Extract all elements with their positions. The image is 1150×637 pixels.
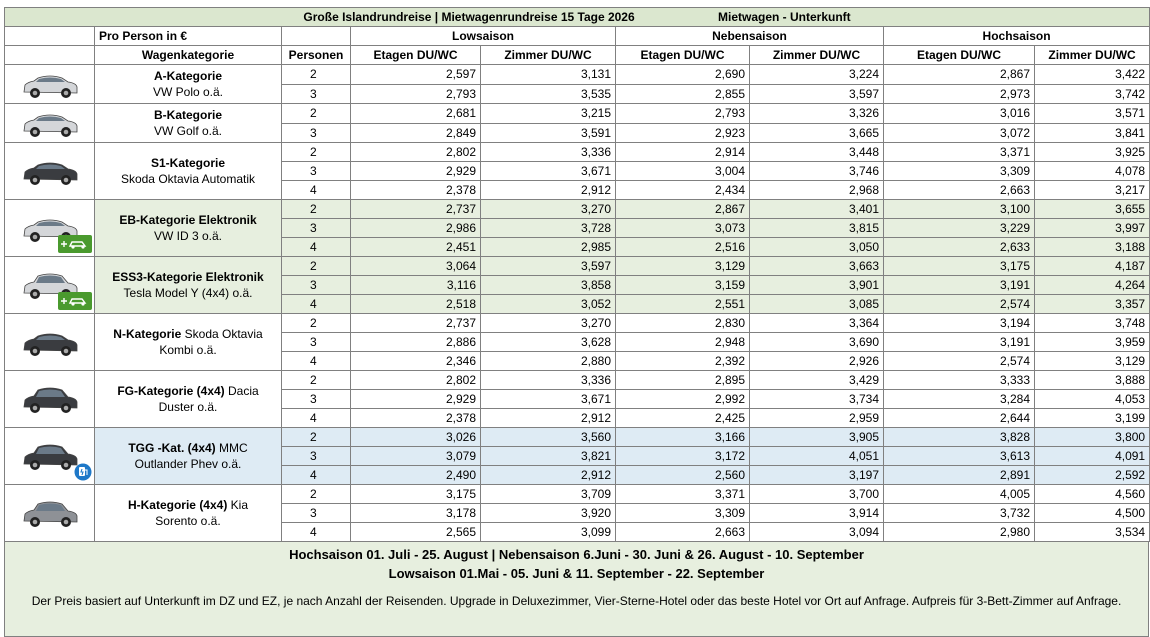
price-cell: 3,925: [1035, 143, 1150, 162]
price-cell: 2,378: [351, 181, 481, 200]
category-title: S1-Kategorie: [150, 156, 226, 170]
category-cell: [95, 485, 282, 542]
price-cell: 4,264: [1035, 276, 1150, 295]
category-model: Skoda Oktavia Automatik: [120, 172, 256, 186]
price-cell: 2,681: [351, 104, 481, 124]
price-cell: 2,425: [616, 409, 750, 428]
electric-car-badge-icon: [58, 235, 92, 253]
price-cell: 3,422: [1035, 65, 1150, 85]
price-cell: 4,091: [1035, 447, 1150, 466]
car-image-cell: [5, 104, 95, 143]
persons-cell: 4: [282, 523, 351, 542]
price-cell: 3,099: [481, 523, 616, 542]
category-cell: [95, 65, 282, 104]
plugin-hybrid-suv-icon: [18, 437, 82, 475]
price-cell: 4,560: [1035, 485, 1150, 504]
price-cell: 3,371: [616, 485, 750, 504]
price-cell: 3,959: [1035, 333, 1150, 352]
season-dates-line-2: Lowsaison 01.Mai - 05. Juni & 11. September - 22. September: [388, 566, 765, 581]
category-title: A-Kategorie: [153, 69, 222, 83]
persons-cell: 4: [282, 466, 351, 485]
price-cell: 2,551: [616, 295, 750, 314]
category-title: N-Kategorie: [113, 327, 182, 341]
price-cell: 3,997: [1035, 219, 1150, 238]
persons-cell: 3: [282, 390, 351, 409]
price-cell: 2,886: [351, 333, 481, 352]
category-model-inline: MMC: [215, 441, 248, 455]
price-cell: 3,100: [884, 200, 1035, 219]
room-type-low-zimmer: Zimmer DU/WC: [481, 46, 616, 65]
price-cell: 4,078: [1035, 162, 1150, 181]
price-cell: 3,401: [750, 200, 884, 219]
price-cell: 3,671: [481, 390, 616, 409]
category-title: H-Kategorie (4x4): [127, 498, 228, 512]
price-cell: 2,855: [616, 84, 750, 104]
price-cell: 2,690: [616, 65, 750, 85]
price-cell: 3,671: [481, 162, 616, 181]
price-cell: 3,129: [616, 257, 750, 276]
price-cell: 2,895: [616, 371, 750, 390]
sedan-icon: [18, 152, 82, 190]
price-cell: 2,849: [351, 123, 481, 143]
room-type-low-etagen: Etagen DU/WC: [351, 46, 481, 65]
room-type-mid-etagen: Etagen DU/WC: [616, 46, 750, 65]
price-cell: 3,858: [481, 276, 616, 295]
price-cell: 3,821: [481, 447, 616, 466]
price-cell: 2,633: [884, 238, 1035, 257]
ev-charging-badge-icon: [74, 463, 92, 481]
price-cell: 2,793: [616, 104, 750, 124]
price-cell: 2,914: [616, 143, 750, 162]
price-cell: 3,270: [481, 200, 616, 219]
compact-suv-icon: [18, 380, 82, 418]
price-cell: 2,880: [481, 352, 616, 371]
table-row: [5, 371, 1150, 390]
price-cell: 3,336: [481, 371, 616, 390]
season-dates-line-1: Hochsaison 01. Juli - 25. August | Nebensaison 6.Juni - 30. Juni & 26. August - 10. September: [289, 547, 864, 562]
price-cell: 2,830: [616, 314, 750, 333]
price-cell: 2,959: [750, 409, 884, 428]
price-cell: 2,912: [481, 409, 616, 428]
footer: [4, 542, 1149, 637]
price-cell: 3,613: [884, 447, 1035, 466]
price-cell: 3,597: [481, 257, 616, 276]
price-cell: 3,175: [351, 485, 481, 504]
price-cell: 3,571: [1035, 104, 1150, 124]
price-cell: 2,802: [351, 143, 481, 162]
price-cell: 2,663: [884, 181, 1035, 200]
price-note: Der Preis basiert auf Unterkunft im DZ und EZ, je nach Anzahl der Reisenden. Upgrade in Deluxezimmer, Vier-Sterne-Hotel oder das beste Hotel vor Ort auf Anfrage. Aufpreis für 3-Bett-Zimmer auf Anfrage.: [31, 594, 1122, 608]
price-cell: 2,574: [884, 295, 1035, 314]
price-cell: 3,166: [616, 428, 750, 447]
category-model: Sorento o.ä.: [155, 514, 221, 528]
title-cell: [5, 8, 1150, 27]
persons-cell: 2: [282, 314, 351, 333]
category-title: B-Kategorie: [153, 108, 222, 122]
price-cell: 2,929: [351, 390, 481, 409]
price-cell: 3,016: [884, 104, 1035, 124]
price-cell: 3,597: [750, 84, 884, 104]
table-row: [5, 65, 1150, 85]
price-cell: 3,178: [351, 504, 481, 523]
persons-cell: 3: [282, 123, 351, 143]
price-cell: 3,888: [1035, 371, 1150, 390]
price-cell: 4,187: [1035, 257, 1150, 276]
price-cell: 3,050: [750, 238, 884, 257]
price-cell: 2,560: [616, 466, 750, 485]
price-cell: 3,815: [750, 219, 884, 238]
persons-cell: 2: [282, 485, 351, 504]
price-cell: 3,628: [481, 333, 616, 352]
table-row: [5, 143, 1150, 162]
price-cell: 3,841: [1035, 123, 1150, 143]
price-cell: 3,709: [481, 485, 616, 504]
season-mid: Nebensaison: [616, 27, 884, 46]
category-cell: [95, 143, 282, 200]
price-cell: 3,199: [1035, 409, 1150, 428]
price-cell: 2,737: [351, 314, 481, 333]
category-title: TGG -Kat. (4x4): [128, 441, 216, 455]
price-cell: 3,732: [884, 504, 1035, 523]
compact-hatchback-icon: [18, 104, 82, 142]
price-cell: 2,802: [351, 371, 481, 390]
category-cell: [95, 428, 282, 485]
price-cell: 2,968: [750, 181, 884, 200]
price-cell: 3,920: [481, 504, 616, 523]
category-model-inline: Dacia: [224, 384, 259, 398]
price-cell: 2,516: [616, 238, 750, 257]
car-image-cell: [5, 143, 95, 200]
price-cell: 3,188: [1035, 238, 1150, 257]
price-cell: 3,326: [750, 104, 884, 124]
price-cell: 3,429: [750, 371, 884, 390]
price-cell: 3,064: [351, 257, 481, 276]
price-cell: 3,371: [884, 143, 1035, 162]
category-cell: [95, 257, 282, 314]
persons-cell: 2: [282, 257, 351, 276]
category-model: Kombi o.ä.: [159, 343, 217, 357]
price-cell: 3,197: [750, 466, 884, 485]
small-hatchback-icon: [18, 65, 82, 103]
persons-cell: 2: [282, 428, 351, 447]
price-cell: 3,159: [616, 276, 750, 295]
price-cell: 3,914: [750, 504, 884, 523]
price-cell: 3,052: [481, 295, 616, 314]
price-cell: 4,500: [1035, 504, 1150, 523]
category-cell: [95, 104, 282, 143]
page-title: Große Islandrundreise | Mietwagenrundreise 15 Tage 2026: [303, 10, 635, 24]
price-cell: 2,663: [616, 523, 750, 542]
car-image-cell: [5, 485, 95, 542]
persons-cell: 2: [282, 143, 351, 162]
price-cell: 2,737: [351, 200, 481, 219]
price-cell: 4,051: [750, 447, 884, 466]
price-cell: 2,926: [750, 352, 884, 371]
empty-header-cell: [5, 46, 95, 65]
price-cell: 3,284: [884, 390, 1035, 409]
price-cell: 3,690: [750, 333, 884, 352]
price-cell: 3,229: [884, 219, 1035, 238]
price-cell: 3,748: [1035, 314, 1150, 333]
price-cell: 3,828: [884, 428, 1035, 447]
price-cell: 3,191: [884, 276, 1035, 295]
season-high: Hochsaison: [884, 27, 1150, 46]
column-header-row: [5, 46, 1150, 65]
room-type-mid-zimmer: Zimmer DU/WC: [750, 46, 884, 65]
price-cell: 2,980: [884, 523, 1035, 542]
category-title: EB-Kategorie Elektronik: [119, 213, 257, 227]
large-suv-icon: [18, 494, 82, 532]
price-cell: 2,948: [616, 333, 750, 352]
price-cell: 3,746: [750, 162, 884, 181]
persons-cell: 3: [282, 162, 351, 181]
price-cell: 2,793: [351, 84, 481, 104]
price-cell: 4,053: [1035, 390, 1150, 409]
price-cell: 3,905: [750, 428, 884, 447]
price-cell: 3,026: [351, 428, 481, 447]
price-cell: 2,434: [616, 181, 750, 200]
title-row: [5, 8, 1150, 27]
price-cell: 2,867: [616, 200, 750, 219]
price-cell: 2,346: [351, 352, 481, 371]
category-model: VW Polo o.ä.: [152, 85, 224, 99]
price-cell: 3,448: [750, 143, 884, 162]
persons-cell: 2: [282, 371, 351, 390]
price-cell: 3,901: [750, 276, 884, 295]
price-cell: 3,665: [750, 123, 884, 143]
price-cell: 3,224: [750, 65, 884, 85]
car-image-cell: [5, 428, 95, 485]
persons-cell: 4: [282, 238, 351, 257]
table-row: [5, 485, 1150, 504]
price-cell: 4,005: [884, 485, 1035, 504]
price-cell: 2,912: [481, 181, 616, 200]
persons-cell: 4: [282, 181, 351, 200]
price-cell: 3,560: [481, 428, 616, 447]
price-cell: 3,309: [884, 162, 1035, 181]
price-cell: 2,378: [351, 409, 481, 428]
category-title: FG-Kategorie (4x4): [117, 384, 225, 398]
table-row: [5, 104, 1150, 124]
table-row: [5, 200, 1150, 219]
table-row: [5, 257, 1150, 276]
price-cell: 3,175: [884, 257, 1035, 276]
price-cell: 3,172: [616, 447, 750, 466]
persons-cell: 4: [282, 295, 351, 314]
persons-label: Personen: [282, 46, 351, 65]
car-image-cell: [5, 371, 95, 428]
persons-cell: 4: [282, 409, 351, 428]
category-model-inline: Skoda Oktavia: [181, 327, 263, 341]
price-cell: 3,191: [884, 333, 1035, 352]
category-model: VW Golf o.ä.: [153, 124, 223, 138]
price-cell: 3,734: [750, 390, 884, 409]
price-cell: 3,194: [884, 314, 1035, 333]
category-label: Wagenkategorie: [95, 46, 282, 65]
page-subtitle: Mietwagen - Unterkunft: [718, 10, 851, 24]
price-cell: 3,728: [481, 219, 616, 238]
car-image-cell: [5, 257, 95, 314]
price-cell: 2,574: [884, 352, 1035, 371]
price-cell: 2,644: [884, 409, 1035, 428]
price-cell: 3,535: [481, 84, 616, 104]
price-cell: 3,333: [884, 371, 1035, 390]
price-cell: 3,742: [1035, 84, 1150, 104]
price-cell: 2,867: [884, 65, 1035, 85]
price-cell: 3,094: [750, 523, 884, 542]
car-image-cell: [5, 65, 95, 104]
price-cell: 3,073: [616, 219, 750, 238]
persons-cell: 3: [282, 219, 351, 238]
price-cell: 2,923: [616, 123, 750, 143]
price-cell: 3,655: [1035, 200, 1150, 219]
price-cell: 3,364: [750, 314, 884, 333]
price-cell: 3,700: [750, 485, 884, 504]
price-cell: 3,357: [1035, 295, 1150, 314]
price-cell: 3,270: [481, 314, 616, 333]
price-cell: 3,116: [351, 276, 481, 295]
price-cell: 3,591: [481, 123, 616, 143]
price-cell: 3,534: [1035, 523, 1150, 542]
price-table: [4, 7, 1150, 542]
price-cell: 2,929: [351, 162, 481, 181]
persons-cell: 2: [282, 65, 351, 85]
price-cell: 3,336: [481, 143, 616, 162]
category-model-inline: Kia: [227, 498, 249, 512]
price-cell: 3,131: [481, 65, 616, 85]
category-model: VW ID 3 o.ä.: [153, 229, 223, 243]
price-cell: 3,309: [616, 504, 750, 523]
price-cell: 2,973: [884, 84, 1035, 104]
season-header-row: [5, 27, 1150, 46]
category-cell: [95, 371, 282, 428]
table-row: [5, 428, 1150, 447]
price-cell: 2,992: [616, 390, 750, 409]
price-cell: 2,891: [884, 466, 1035, 485]
category-model: Duster o.ä.: [158, 400, 218, 414]
price-cell: 2,490: [351, 466, 481, 485]
car-image-cell: [5, 314, 95, 371]
price-cell: 2,985: [481, 238, 616, 257]
room-type-high-etagen: Etagen DU/WC: [884, 46, 1035, 65]
price-cell: 3,079: [351, 447, 481, 466]
price-cell: 3,663: [750, 257, 884, 276]
price-cell: 2,565: [351, 523, 481, 542]
persons-cell: 3: [282, 84, 351, 104]
price-cell: 2,451: [351, 238, 481, 257]
season-low: Lowsaison: [351, 27, 616, 46]
persons-cell: 2: [282, 104, 351, 124]
empty-header-cell: [282, 27, 351, 46]
price-cell: 3,129: [1035, 352, 1150, 371]
category-model: Outlander Phev o.ä.: [134, 457, 242, 471]
car-image-cell: [5, 200, 95, 257]
price-cell: 3,215: [481, 104, 616, 124]
persons-cell: 3: [282, 447, 351, 466]
table-row: [5, 314, 1150, 333]
price-sheet: [4, 7, 1149, 637]
persons-cell: 3: [282, 333, 351, 352]
persons-cell: 3: [282, 504, 351, 523]
category-cell: [95, 314, 282, 371]
price-cell: 2,592: [1035, 466, 1150, 485]
electric-car-badge-icon: [58, 292, 92, 310]
station-wagon-icon: [18, 323, 82, 361]
category-model: Tesla Model Y (4x4) o.ä.: [123, 286, 253, 300]
price-cell: 2,392: [616, 352, 750, 371]
price-cell: 3,072: [884, 123, 1035, 143]
category-cell: [95, 200, 282, 257]
category-title: ESS3-Kategorie Elektronik: [112, 270, 264, 284]
empty-header-cell: [5, 27, 95, 46]
persons-cell: 3: [282, 276, 351, 295]
price-cell: 2,597: [351, 65, 481, 85]
persons-cell: 4: [282, 352, 351, 371]
price-cell: 3,800: [1035, 428, 1150, 447]
price-label: Pro Person in €: [95, 27, 282, 46]
price-cell: 3,004: [616, 162, 750, 181]
price-cell: 3,217: [1035, 181, 1150, 200]
price-cell: 2,518: [351, 295, 481, 314]
persons-cell: 2: [282, 200, 351, 219]
room-type-high-zimmer: Zimmer DU/WC: [1035, 46, 1150, 65]
price-cell: 2,986: [351, 219, 481, 238]
price-cell: 3,085: [750, 295, 884, 314]
price-cell: 2,912: [481, 466, 616, 485]
